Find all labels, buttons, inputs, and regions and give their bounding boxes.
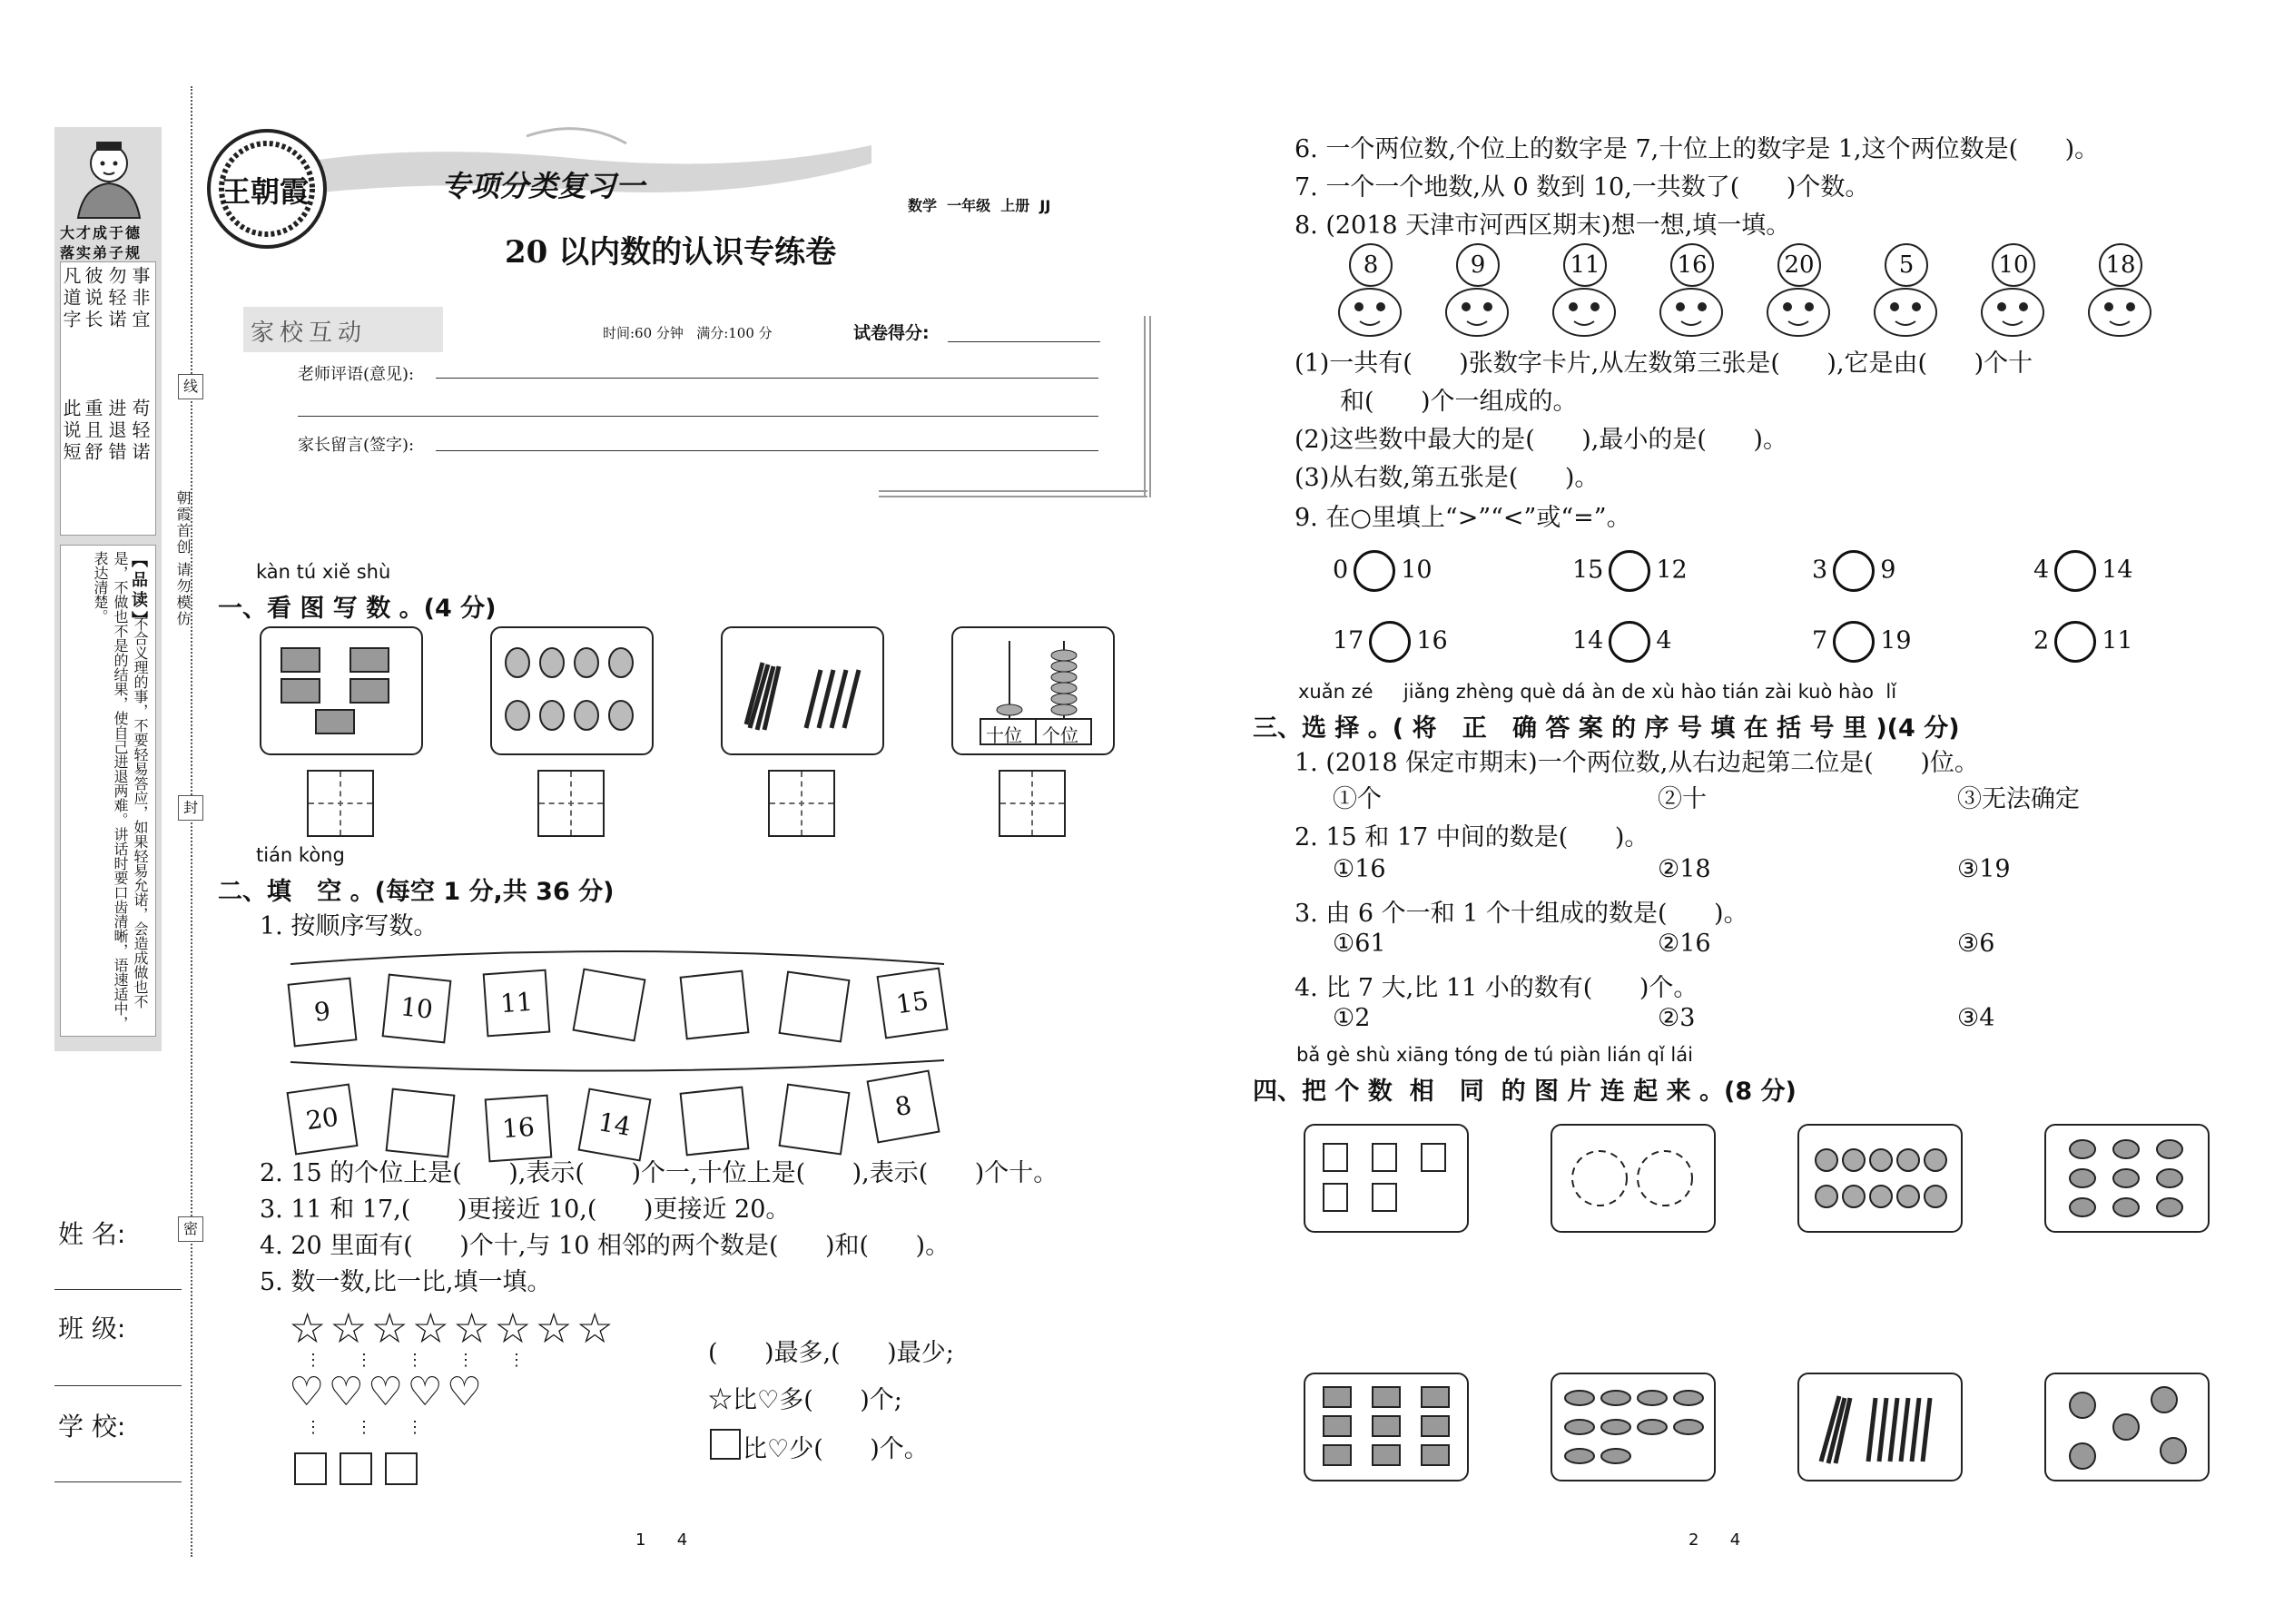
dots-row-2: ⋮⋮⋮ (305, 1418, 458, 1437)
frog-card (1970, 243, 2055, 343)
compare-circle[interactable] (2054, 621, 2096, 663)
compare-circle[interactable] (1354, 550, 1395, 592)
question-6: 6. 一个两位数,个位上的数字是 7,十位上的数字是 1,这个两位数是( )。 (1295, 135, 2100, 163)
class-field[interactable] (54, 1385, 182, 1386)
write-box[interactable] (999, 770, 1066, 837)
poem-col: 彼说长 (82, 266, 103, 331)
page-number-left: 1 4 (635, 1530, 688, 1550)
match-card-cups[interactable] (1304, 1124, 1469, 1233)
choice-option[interactable]: ①个 (1333, 785, 1382, 813)
number-card[interactable] (680, 1087, 750, 1156)
write-box[interactable] (537, 770, 605, 837)
reading-title: 【品读】 (129, 551, 148, 631)
compare-circle[interactable] (1609, 550, 1650, 592)
poem-col: 苟轻诺 (129, 399, 151, 464)
compare-right: 14 (2102, 556, 2133, 585)
poem-col: 勿轻诺 (105, 266, 127, 331)
mascot-image (65, 136, 153, 220)
picture-box-sticks (721, 626, 884, 755)
number-card: 16 (485, 1095, 553, 1163)
compare-fill-1: ( )最多,( )最少; (708, 1339, 954, 1367)
question-8-1b: 和( )个一组成的。 (1340, 388, 1578, 416)
choice-option[interactable]: ①2 (1333, 1004, 1371, 1032)
frog-number: 9 (1456, 243, 1500, 287)
match-card-beads[interactable] (1551, 1124, 1716, 1233)
compare-item (2033, 550, 2133, 592)
number-card[interactable] (778, 970, 850, 1042)
teacher-comment-field[interactable] (436, 378, 1098, 379)
section3-title: 三、选 择 。( 将 正 确 答 案 的 序 号 填 在 括 号 里 )(4 分) (1253, 714, 1960, 743)
teacher-comment-field-2[interactable] (298, 416, 1098, 417)
choice-option[interactable]: ②18 (1658, 855, 1711, 883)
compare-left: 0 (1333, 556, 1349, 585)
score-field[interactable] (948, 341, 1100, 342)
poem-col: 进退错 (105, 399, 127, 464)
compare-right: 4 (1656, 626, 1672, 655)
number-card[interactable] (572, 968, 645, 1041)
poem-box (60, 261, 156, 536)
cut-mark: 线 (178, 374, 203, 399)
question-2-5: 5. 数一数,比一比,填一填。 (260, 1268, 552, 1296)
number-card: 9 (288, 978, 358, 1048)
name-field[interactable] (54, 1289, 182, 1290)
number-card: 20 (286, 1083, 358, 1155)
question-2-2: 2. 15 的个位上是( ),表示( )个一,十位上是( ),表示( )个十。 (260, 1159, 1058, 1187)
question-2-1: 1. 按顺序写数。 (260, 912, 438, 940)
question-7: 7. 一个一个地数,从 0 数到 10,一共数了( )个数。 (1295, 173, 1870, 202)
frog-number: 8 (1349, 243, 1393, 287)
compare-left: 17 (1333, 626, 1364, 655)
poem-col: 凡道字 (60, 266, 82, 331)
number-card[interactable]: 10 (382, 974, 452, 1044)
number-card: 15 (876, 967, 948, 1038)
compare-right: 10 (1401, 556, 1433, 585)
choice-option[interactable]: ①61 (1333, 930, 1386, 958)
compare-right: 9 (1880, 556, 1896, 585)
compare-right: 16 (1416, 626, 1448, 655)
compare-item (1572, 621, 1672, 663)
compare-left: 2 (2033, 626, 2050, 655)
compare-left: 7 (1812, 626, 1828, 655)
number-card[interactable] (386, 1088, 456, 1158)
number-card[interactable] (778, 1083, 850, 1155)
compare-circle[interactable] (1369, 621, 1411, 663)
compare-fill-2: ☆比♡多( )个; (708, 1386, 902, 1414)
choice-question: 2. 15 和 17 中间的数是( )。 (1295, 823, 1649, 851)
compare-item (1812, 621, 1912, 663)
number-card: 14 (577, 1088, 651, 1161)
choice-option[interactable]: ②3 (1658, 1004, 1696, 1032)
number-card[interactable] (680, 970, 750, 1040)
frog-card (1863, 243, 1948, 343)
frog-card (1327, 243, 1413, 343)
match-card-butterflies[interactable] (1304, 1373, 1469, 1481)
cut-line (191, 86, 192, 1557)
abacus-label-ones: 个位 (1042, 724, 1078, 746)
question-9: 9. 在○里填上“>”“<”或“=”。 (1295, 504, 1631, 532)
compare-item (1333, 621, 1448, 663)
question-8-3: (3)从右数,第五张是( )。 (1295, 464, 1600, 492)
section2-pinyin: tián kòng (256, 844, 345, 866)
stars-row: ☆☆☆☆☆☆☆☆ (289, 1304, 617, 1353)
frog-number: 5 (1885, 243, 1928, 287)
section1-title: 一、看 图 写 数 。(4 分) (218, 595, 497, 623)
choice-option[interactable]: ②十 (1658, 785, 1707, 813)
poem-col: 此说短 (60, 399, 82, 464)
compare-item (1333, 550, 1433, 592)
parent-note-label: 家长留言(签字): (298, 436, 415, 455)
question-2-3: 3. 11 和 17,( )更接近 10,( )更接近 20。 (260, 1196, 791, 1224)
compare-circle[interactable] (1609, 621, 1650, 663)
compare-circle[interactable] (2054, 550, 2096, 592)
choice-option[interactable]: ③6 (1957, 930, 1995, 958)
compare-left: 14 (1572, 626, 1604, 655)
question-8-1a: (1)一共有( )张数字卡片,从左数第三张是( ),它是由( )个十 (1295, 349, 2033, 378)
reading-text: 不合义理的事，不要轻易答应，如果轻易允诺，会造成做也不是，不做也不是的结果，使自己进退两难。讲话时要口齿清晰，语速适中，表达清楚。 (92, 551, 149, 1030)
string-line-2 (290, 1053, 944, 1089)
compare-circle[interactable] (1833, 550, 1875, 592)
section2-title: 二、填 空 。(每空 1 分,共 36 分) (218, 878, 615, 906)
frog-card (1649, 243, 1734, 343)
school-label: 学 校: (58, 1412, 126, 1442)
compare-left: 15 (1572, 556, 1604, 585)
choice-option[interactable]: ③4 (1957, 1004, 1995, 1032)
compare-circle[interactable] (1833, 621, 1875, 663)
abacus-label-tens: 十位 (986, 724, 1022, 746)
cut-mark: 密 (178, 1216, 203, 1242)
write-box[interactable] (307, 770, 374, 837)
section4-title: 四、把 个 数 相 同 的 图 片 连 起 来 。(8 分) (1253, 1078, 1797, 1106)
choice-option[interactable]: ①16 (1333, 855, 1386, 883)
compare-right: 19 (1880, 626, 1912, 655)
section4-pinyin: bǎ gè shù xiāng tóng de tú piàn lián qǐ lái (1296, 1044, 1693, 1066)
section1-pinyin: kàn tú xiě shù (256, 561, 391, 583)
choice-question: 3. 由 6 个一和 1 个十组成的数是( )。 (1295, 900, 1748, 928)
reading-box (60, 545, 156, 1037)
choice-question: 1. (2018 保定市期末)一个两位数,从右边起第二位是( )位。 (1295, 749, 1979, 777)
copyright-note: 朝霞首创 请勿模仿 (174, 490, 192, 628)
subject-tags: 数学 一年级 上册 JJ (908, 197, 1051, 214)
picture-box-abacus (951, 626, 1115, 755)
frog-card (1756, 243, 1841, 343)
choice-option[interactable]: ③无法确定 (1957, 785, 2080, 813)
choice-option[interactable]: ③19 (1957, 855, 2011, 883)
compare-item (2033, 621, 2133, 663)
frog-number: 20 (1777, 243, 1821, 287)
frog-number: 11 (1563, 243, 1607, 287)
compare-left: 4 (2033, 556, 2050, 585)
squares-row (294, 1452, 418, 1489)
school-field[interactable] (54, 1481, 182, 1482)
match-card-oranges[interactable] (1797, 1124, 1963, 1233)
frog-card (2077, 243, 2162, 343)
name-label: 姓 名: (58, 1219, 126, 1249)
parent-note-field[interactable] (436, 450, 1098, 451)
page-number-right: 2 4 (1689, 1530, 1741, 1550)
compare-right: 12 (1656, 556, 1688, 585)
motto-1: 大才成于德 (60, 224, 143, 241)
poem-col: 事非宜 (129, 266, 151, 331)
match-card-fish[interactable] (1551, 1373, 1716, 1481)
series-title: 专项分类复习一 (441, 169, 645, 203)
choice-option[interactable]: ②16 (1658, 930, 1711, 958)
frog-number: 18 (2099, 243, 2142, 287)
motto-2: 落实弟子规 (60, 244, 143, 261)
frog-number: 16 (1670, 243, 1714, 287)
section3-pinyin: xuǎn zé jiǎng zhèng què dá àn de xù hào tián zài kuò hào lǐ (1298, 681, 1897, 703)
dots-row: ⋮⋮⋮⋮⋮ (305, 1351, 559, 1370)
hearts-row: ♡♡♡♡♡ (289, 1369, 487, 1415)
compare-fill-3: 比♡少( )个。 (743, 1435, 929, 1463)
poem-col: 重且舒 (82, 399, 103, 464)
square-icon (710, 1429, 741, 1460)
compare-right: 11 (2102, 626, 2133, 655)
question-2-4: 4. 20 里面有( )个十,与 10 相邻的两个数是( )和( )。 (260, 1232, 950, 1260)
question-8: 8. (2018 天津市河西区期末)想一想,填一填。 (1295, 212, 1791, 240)
compare-item (1812, 550, 1895, 592)
match-card-flowers[interactable] (2044, 1373, 2210, 1481)
compare-item (1572, 550, 1688, 592)
number-card: 8 (866, 1069, 940, 1143)
picture-box-books (260, 626, 423, 755)
score-label: 试卷得分: (853, 323, 930, 343)
home-school-label: 家校互动 (251, 320, 368, 347)
frog-card (1541, 243, 1627, 343)
teacher-comment-label: 老师评语(意见): (298, 365, 415, 384)
match-card-sticks[interactable] (1797, 1373, 1963, 1481)
picture-box-chicks (490, 626, 654, 755)
write-box[interactable] (768, 770, 835, 837)
class-label: 班 级: (58, 1314, 126, 1343)
cut-mark: 封 (178, 795, 203, 821)
question-8-2: (2)这些数中最大的是( ),最小的是( )。 (1295, 426, 1787, 454)
frog-number: 10 (1992, 243, 2035, 287)
page-title: 20 以内数的认识专练卷 (505, 234, 837, 271)
compare-left: 3 (1812, 556, 1828, 585)
choice-question: 4. 比 7 大,比 11 小的数有( )个。 (1295, 974, 1698, 1002)
logo-text: 王朝霞 (222, 174, 310, 209)
frog-card (1434, 243, 1520, 343)
match-card-animals[interactable] (2044, 1124, 2210, 1233)
time-score: 时间:60 分钟 满分:100 分 (603, 325, 773, 341)
number-card[interactable]: 11 (483, 969, 551, 1038)
